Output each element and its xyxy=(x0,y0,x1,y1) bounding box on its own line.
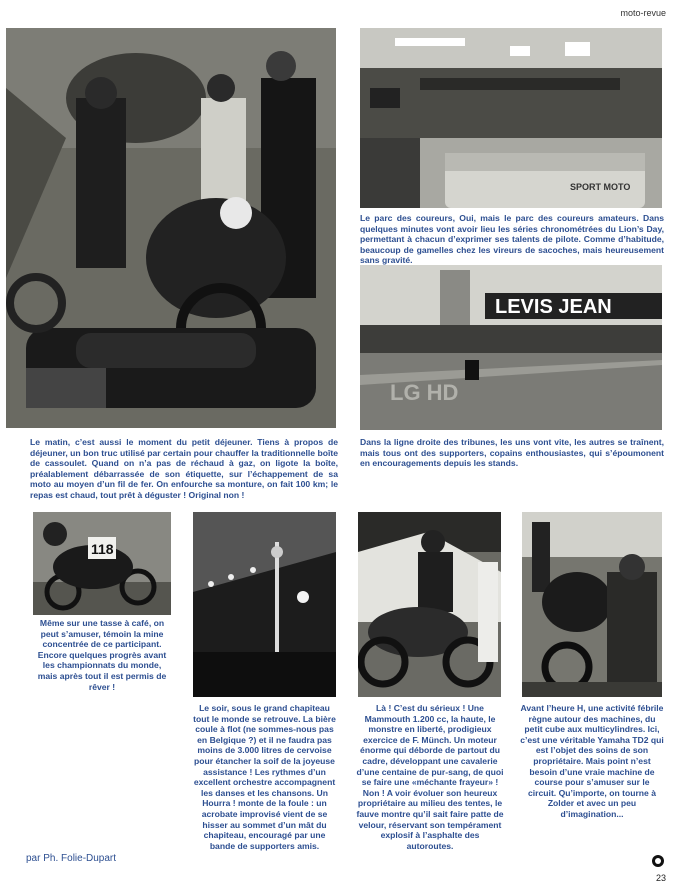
watermark-text: LG HD xyxy=(390,380,459,405)
caption-paddock: Le parc des coureurs, Oui, mais le parc des coureurs amateurs. Dans quelques minutes vont avoir lieu les séries chronométrées du Lion’s Day, permettant à chacun d’exprimer ses talents de pilote. Comme d’habitude, beaucoup de gamelles chez les vireurs de sacoches, mais heureusement sans gravité. xyxy=(360,213,664,266)
photo-main-straight xyxy=(360,265,662,430)
photo-yamaha-td2 xyxy=(522,512,662,697)
caption-main-straight: Dans la ligne droite des tribunes, les uns vont vite, les autres se traînent, mais tous ont des supporters, copains enthousiastes, qui s’époumonent en encouragements depuis les stands. xyxy=(360,437,664,469)
photo-breakfast-bikes xyxy=(6,28,336,428)
photo-evening-tent xyxy=(193,512,336,697)
page-number: 23 xyxy=(655,873,666,883)
magazine-name: moto-revue xyxy=(620,8,666,18)
magazine-logo-icon xyxy=(652,855,664,867)
caption-breakfast: Le matin, c’est aussi le moment du petit déjeuner. Tiens à propos de déjeuner, un bon truc utilisé par certain pour chauffer la traditionnelle boîte de cassoulet. Quand on n’a pas de réchaud à gaz, on ligote la boîte, préalablement débarrassée de son étiquette, sur l’échappement de sa moto au moyen d’un fil de fer. On enfourche sa monture, on fait 100 km; le repas est chaud, tout prêt à déguster ! Original non ! xyxy=(30,437,338,500)
van-lettering: SPORT MOTO xyxy=(570,182,631,192)
caption-mammouth: Là ! C’est du sérieux ! Une Mammouth 1.200 cc, la haute, le monstre en liberté, prodigieux exercice de F. Münch. Un moteur énorme qui déborde de partout du cadre, développant une cavalerie d’une centaine de pur-sang, de quoi se faire une «méchante frayeur» ! Non ! A voir évoluer son heureux propriétaire au milieu des tentes, le fauve montre qu’il sait faire patte de velour, réservant son tempérament explosif à l’asphalte des autoroutes. xyxy=(356,703,504,851)
race-number: 118 xyxy=(91,541,114,557)
photo-paddock xyxy=(360,28,662,208)
author-credit: par Ph. Folie-Dupart xyxy=(26,853,117,864)
caption-coffee-cup: Même sur une tasse à café, on peut s’amuser, témoin la mine concentrée de ce participant. Encore quelques progrès avant les championnats du monde, mais après tout il est permis de rêver ! xyxy=(37,618,167,692)
photo-mammouth-bike xyxy=(358,512,501,697)
photo-coffee-cup-racer xyxy=(33,512,171,615)
caption-yamaha: Avant l’heure H, une activité fébrile règne autour des machines, du petit cube aux multicylindres. Ici, c’est une véritable Yamaha TD2 qui est l’objet des soins de son propriétaire. Mais point n’est besoin d’une vraie machine de course pour s’amuser sur le circuit. Qu’importe, on tourne à Zolder et avec un peu d’imagination... xyxy=(520,703,664,819)
caption-evening-tent: Le soir, sous le grand chapiteau tout le monde se retrouve. La bière coule à flot (ne sommes-nous pas en Belgique ?) et il ne faudra pas moins de 3.000 litres de cervoise pour étancher la soif de la joyeuse assistance ! Les rythmes d’un excellent orchestre accompagnent les danses et les chansons. Un Hourra ! monte de la foule : un acrobate improvisé vient de se hisser au sommet d’un mât du chapiteau, encouragé par une bande de supporters amis. xyxy=(193,703,336,851)
levis-banner-text: LEVIS JEAN xyxy=(495,296,612,318)
